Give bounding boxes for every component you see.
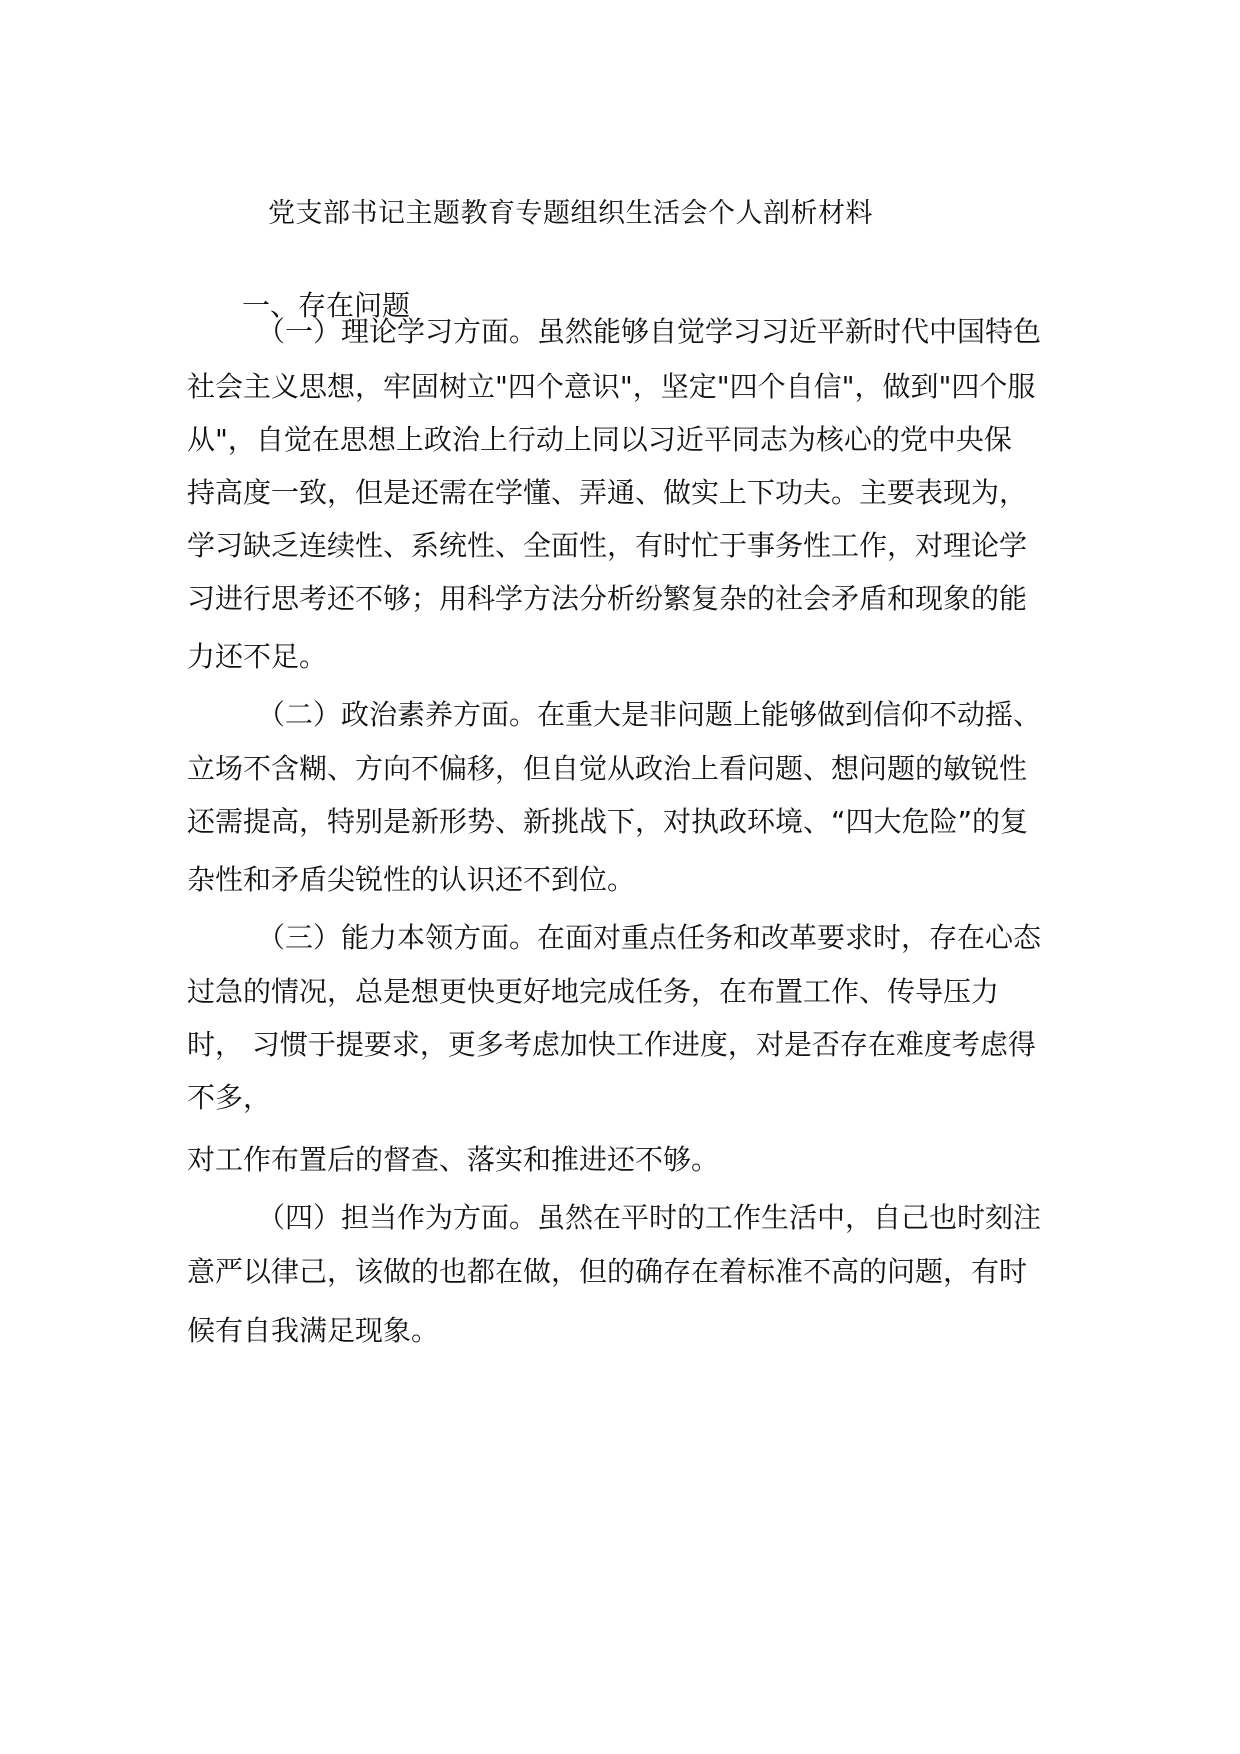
paragraph-2-line-3: 还需提高，特别是新形势、新挑战下，对执政环境、“四大危险”的复 [187, 805, 1029, 838]
paragraph-3-line-4: 不多， [187, 1081, 272, 1114]
paragraph-2-line-4: 杂性和矛盾尖锐性的认识还不到位。 [187, 863, 636, 896]
paragraph-4-line-1: （四）担当作为方面。虽然在平时的工作生活中，自己也时刻注 [257, 1201, 1042, 1234]
paragraph-4-line-3: 候有自我满足现象。 [187, 1314, 440, 1347]
paragraph-1-line-2: 社会主义思想，牢固树立"四个意识"，坚定"四个自信"，做到"四个服 [187, 370, 1036, 403]
paragraph-3-line-1: （三）能力本领方面。在面对重点任务和改革要求时，存在心态 [257, 921, 1042, 954]
paragraph-1-line-1: （一）理论学习方面。虽然能够自觉学习习近平新时代中国特色 [257, 315, 1042, 348]
paragraph-1-line-6: 习进行思考还不够；用科学方法分析纷繁复杂的社会矛盾和现象的能 [187, 582, 1028, 615]
paragraph-1-line-4: 持高度一致，但是还需在学懂、弄通、做实上下功夫。主要表现为， [187, 476, 1028, 509]
section-heading: 一、存在问题 [242, 289, 411, 322]
paragraph-1-line-3: 从"，自觉在思想上政治上行动上同以习近平同志为核心的党中央保 [187, 423, 1012, 456]
document-title: 党支部书记主题教育专题组织生活会个人剖析材料 [268, 198, 873, 229]
paragraph-1-line-7: 力还不足。 [187, 640, 328, 673]
paragraph-4-line-2: 意严以律己，该做的也都在做，但的确存在着标准不高的问题，有时 [187, 1255, 1028, 1288]
paragraph-3-line-5: 对工作布置后的督查、落实和推进还不够。 [187, 1143, 720, 1176]
paragraph-3-line-2: 过急的情况，总是想更快更好地完成任务，在布置工作、传导压力 [187, 975, 1000, 1008]
paragraph-2-line-1: （二）政治素养方面。在重大是非问题上能够做到信仰不动摇、 [257, 698, 1042, 731]
paragraph-3-line-3: 时， 习惯于提要求，更多考虑加快工作进度，对是否存在难度考虑得 [187, 1028, 1036, 1061]
paragraph-1-line-5: 学习缺乏连续性、系统性、全面性，有时忙于事务性工作，对理论学 [187, 529, 1028, 562]
paragraph-2-line-2: 立场不含糊、方向不偏移，但自觉从政治上看问题、想问题的敏锐性 [187, 752, 1028, 785]
